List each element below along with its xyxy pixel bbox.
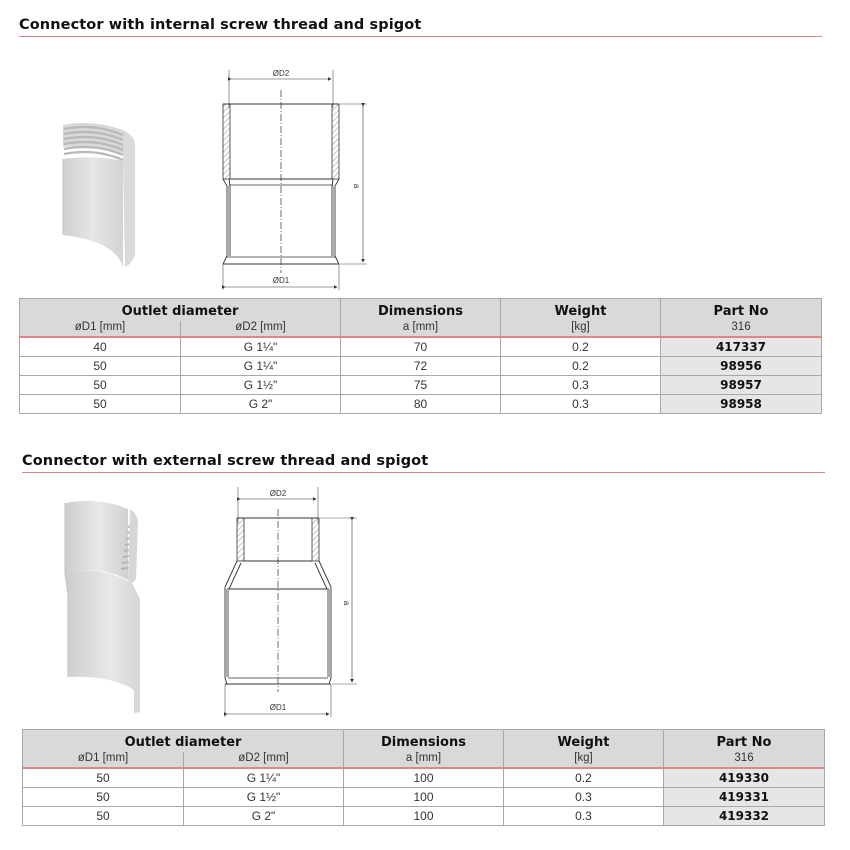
subheader-d1: øD1 [mm] [23, 752, 184, 768]
header-part-no: Part No [661, 299, 822, 322]
cell-d1: 40 [20, 337, 181, 357]
subheader-d2: øD2 [mm] [181, 321, 341, 337]
cell-d2: G 1¼" [181, 357, 341, 376]
header-part-no: Part No [664, 730, 825, 753]
table-row [20, 357, 822, 376]
cell-a: 70 [341, 337, 501, 357]
subheader-material: 316 [664, 752, 825, 768]
title-underline [22, 472, 825, 473]
cell-d2: G 2" [184, 807, 344, 826]
cell-d1: 50 [23, 788, 184, 807]
cell-weight: 0.2 [504, 768, 664, 788]
cell-part-no: 98956 [661, 357, 822, 376]
cell-d1: 50 [20, 357, 181, 376]
spec-table-external-thread [22, 729, 825, 826]
subheader-material: 316 [661, 321, 822, 337]
cell-a: 100 [344, 788, 504, 807]
cell-d2: G 1¼" [181, 337, 341, 357]
table-row [23, 788, 825, 807]
cell-a: 100 [344, 768, 504, 788]
table-row [23, 807, 825, 826]
cell-weight: 0.3 [504, 788, 664, 807]
subheader-weight-unit: [kg] [501, 321, 661, 337]
header-outlet-diameter: Outlet diameter [20, 299, 341, 322]
cell-weight: 0.3 [501, 395, 661, 414]
dim-label-d1: ØD1 [269, 703, 287, 712]
cell-part-no: 417337 [661, 337, 822, 357]
table-row [20, 395, 822, 414]
table-row [23, 768, 825, 788]
technical-drawing-internal-thread [205, 68, 375, 293]
header-outlet-diameter: Outlet diameter [23, 730, 344, 753]
cell-d2: G 1½" [181, 376, 341, 395]
subheader-d1: øD1 [mm] [20, 321, 181, 337]
product-photo-external-thread [60, 495, 140, 715]
cell-part-no: 98957 [661, 376, 822, 395]
cell-d2: G 2" [181, 395, 341, 414]
cell-d1: 50 [23, 807, 184, 826]
cell-a: 72 [341, 357, 501, 376]
subheader-weight-unit: [kg] [504, 752, 664, 768]
cell-d1: 50 [20, 376, 181, 395]
cell-a: 100 [344, 807, 504, 826]
cell-d1: 50 [23, 768, 184, 788]
cell-weight: 0.2 [501, 337, 661, 357]
cell-d1: 50 [20, 395, 181, 414]
dim-label-a: a [352, 183, 361, 189]
dim-label-d1: ØD1 [272, 276, 290, 285]
product-photo-internal-thread [55, 115, 145, 275]
cell-weight: 0.2 [501, 357, 661, 376]
cell-part-no: 98958 [661, 395, 822, 414]
technical-drawing-external-thread [215, 485, 365, 720]
dim-label-d2: ØD2 [272, 69, 290, 78]
cell-d2: G 1½" [184, 788, 344, 807]
header-weight: Weight [504, 730, 664, 753]
spec-table-internal-thread [19, 298, 822, 414]
section-title-internal-thread: Connector with internal screw thread and spigot [19, 17, 422, 33]
table-row [20, 376, 822, 395]
cell-part-no: 419332 [664, 807, 825, 826]
cell-weight: 0.3 [504, 807, 664, 826]
section-title-external-thread: Connector with external screw thread and spigot [22, 453, 429, 469]
table-row [20, 337, 822, 357]
dim-label-a: a [342, 600, 351, 606]
subheader-d2: øD2 [mm] [184, 752, 344, 768]
header-weight: Weight [501, 299, 661, 322]
subheader-a: a [mm] [344, 752, 504, 768]
cell-a: 80 [341, 395, 501, 414]
cell-d2: G 1¼" [184, 768, 344, 788]
dim-label-d2: ØD2 [269, 489, 287, 498]
subheader-a: a [mm] [341, 321, 501, 337]
cell-part-no: 419330 [664, 768, 825, 788]
cell-part-no: 419331 [664, 788, 825, 807]
header-dimensions: Dimensions [344, 730, 504, 753]
title-underline [19, 36, 822, 37]
cell-weight: 0.3 [501, 376, 661, 395]
cell-a: 75 [341, 376, 501, 395]
header-dimensions: Dimensions [341, 299, 501, 322]
